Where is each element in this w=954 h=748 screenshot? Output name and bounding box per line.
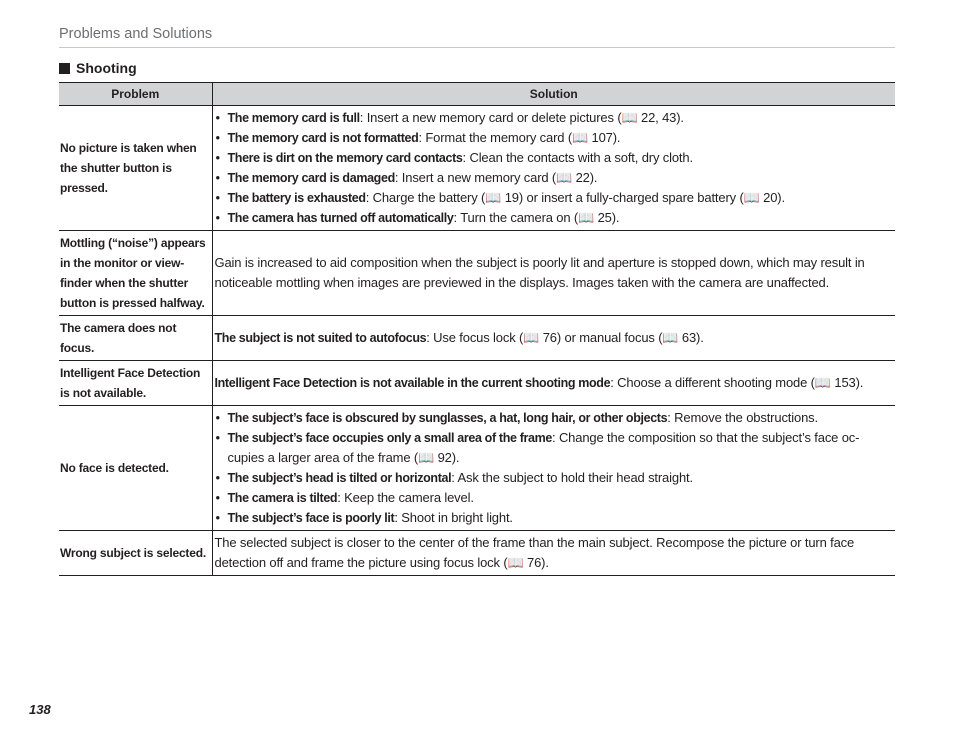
running-header-title: Problems and Solutions <box>59 26 213 42</box>
solution-text: : Ask the subject to hold their head straight. <box>451 470 693 485</box>
solution-text: : Choose a different shooting mode (📖 153). <box>610 375 864 390</box>
solution-bold: The memory card is full <box>227 111 360 125</box>
table-row <box>59 531 895 576</box>
table-row <box>59 406 895 531</box>
solution-bullet <box>215 488 894 508</box>
page-number: 138 <box>29 702 51 717</box>
solution-cell: Gain is increased to aid composition when the subject is poorly lit and aperture is stopped down, which may result in noticeable mottling when images are previewed in the displays. Images taken with the camera are unaffected. <box>212 231 895 316</box>
solution-text: : Remove the obstructions. <box>667 410 818 425</box>
solution-bold: There is dirt on the memory card contacts <box>227 151 463 165</box>
solution-text: : Turn the camera on (📖 25). <box>453 210 620 225</box>
solution-bold: The memory card is not formatted <box>227 131 419 145</box>
solution-bullet <box>215 168 894 188</box>
bullet-icon: • <box>215 490 220 505</box>
solution-bullet <box>215 408 894 428</box>
table-row <box>59 231 895 316</box>
section-title: Shooting <box>76 60 137 76</box>
solution-text: : Keep the camera level. <box>337 490 474 505</box>
table-row <box>59 106 895 231</box>
solution-text: : Charge the battery (📖 19) or insert a fully-charged spare battery (📖 20). <box>365 190 785 205</box>
solution-bold: The subject’s face is poorly lit <box>227 511 395 525</box>
solution-bullet <box>215 208 894 228</box>
solution-text: : Shoot in bright light. <box>394 510 513 525</box>
troubleshooting-table <box>59 82 895 576</box>
section-heading <box>59 59 137 77</box>
solution-cell: The selected subject is closer to the center of the frame than the main subject. Recompose the picture or turn face detection off and frame the picture using focus lock (📖 76). <box>212 531 895 576</box>
solution-bullet <box>215 468 894 488</box>
solution-bullet <box>215 148 894 168</box>
bullet-icon: • <box>215 190 220 205</box>
solution-bold: The camera is tilted <box>227 491 338 505</box>
solution-bold: The subject’s face is obscured by sunglasses, a hat, long hair, or other objects <box>227 411 668 425</box>
solution-cell <box>212 361 895 406</box>
solution-bullet <box>215 108 894 128</box>
solution-bold: The subject’s face occupies only a small area of the frame <box>227 431 553 445</box>
section-marker-icon <box>59 63 70 74</box>
column-header-problem: Problem <box>59 83 212 106</box>
solution-cell <box>212 106 895 231</box>
solution-text: : Insert a new memory card or delete pictures (📖 22, 43). <box>359 110 684 125</box>
solution-bullet <box>215 428 894 468</box>
table-row <box>59 316 895 361</box>
problem-cell: Intelligent Face Detection is not available. <box>59 361 212 406</box>
solution-bullet <box>215 508 894 528</box>
solution-bullet <box>215 128 894 148</box>
solution-text: : Clean the contacts with a soft, dry cloth. <box>462 150 693 165</box>
bullet-icon: • <box>215 170 220 185</box>
solution-text: : Format the memory card (📖 107). <box>418 130 621 145</box>
solution-bold: The subject’s head is tilted or horizontal <box>227 471 452 485</box>
bullet-icon: • <box>215 210 220 225</box>
solution-bold: The camera has turned off automatically <box>227 211 454 225</box>
bullet-icon: • <box>215 410 220 425</box>
column-header-solution: Solution <box>212 83 895 106</box>
problem-cell: Wrong subject is selected. <box>59 531 212 576</box>
problem-cell: Mottling (“noise”) appears in the monitor or view-finder when the shutter button is pressed halfway. <box>59 231 212 316</box>
solution-cell <box>212 316 895 361</box>
table-row <box>59 361 895 406</box>
solution-text: : Use focus lock (📖 76) or manual focus (📖 63). <box>426 330 704 345</box>
solution-bullet <box>215 188 894 208</box>
solution-text: : Change the composition so that the subject’s face oc-cupies a larger area of the frame (📖 92). <box>227 430 860 465</box>
bullet-icon: • <box>215 470 220 485</box>
bullet-icon: • <box>215 430 220 445</box>
bullet-icon: • <box>215 110 220 125</box>
solution-bold: The subject is not suited to autofocus <box>214 331 427 345</box>
table-header-row <box>59 83 895 106</box>
solution-cell <box>212 406 895 531</box>
running-header <box>59 25 895 48</box>
problem-cell: No picture is taken when the shutter button is pressed. <box>59 106 212 231</box>
problem-cell: The camera does not focus. <box>59 316 212 361</box>
solution-bold: Intelligent Face Detection is not available in the current shooting mode <box>214 376 611 390</box>
problem-cell: No face is detected. <box>59 406 212 531</box>
solution-bold: The battery is exhausted <box>227 191 366 205</box>
bullet-icon: • <box>215 130 220 145</box>
bullet-icon: • <box>215 510 220 525</box>
solution-bold: The memory card is damaged <box>227 171 395 185</box>
solution-text: : Insert a new memory card (📖 22). <box>394 170 598 185</box>
bullet-icon: • <box>215 150 220 165</box>
